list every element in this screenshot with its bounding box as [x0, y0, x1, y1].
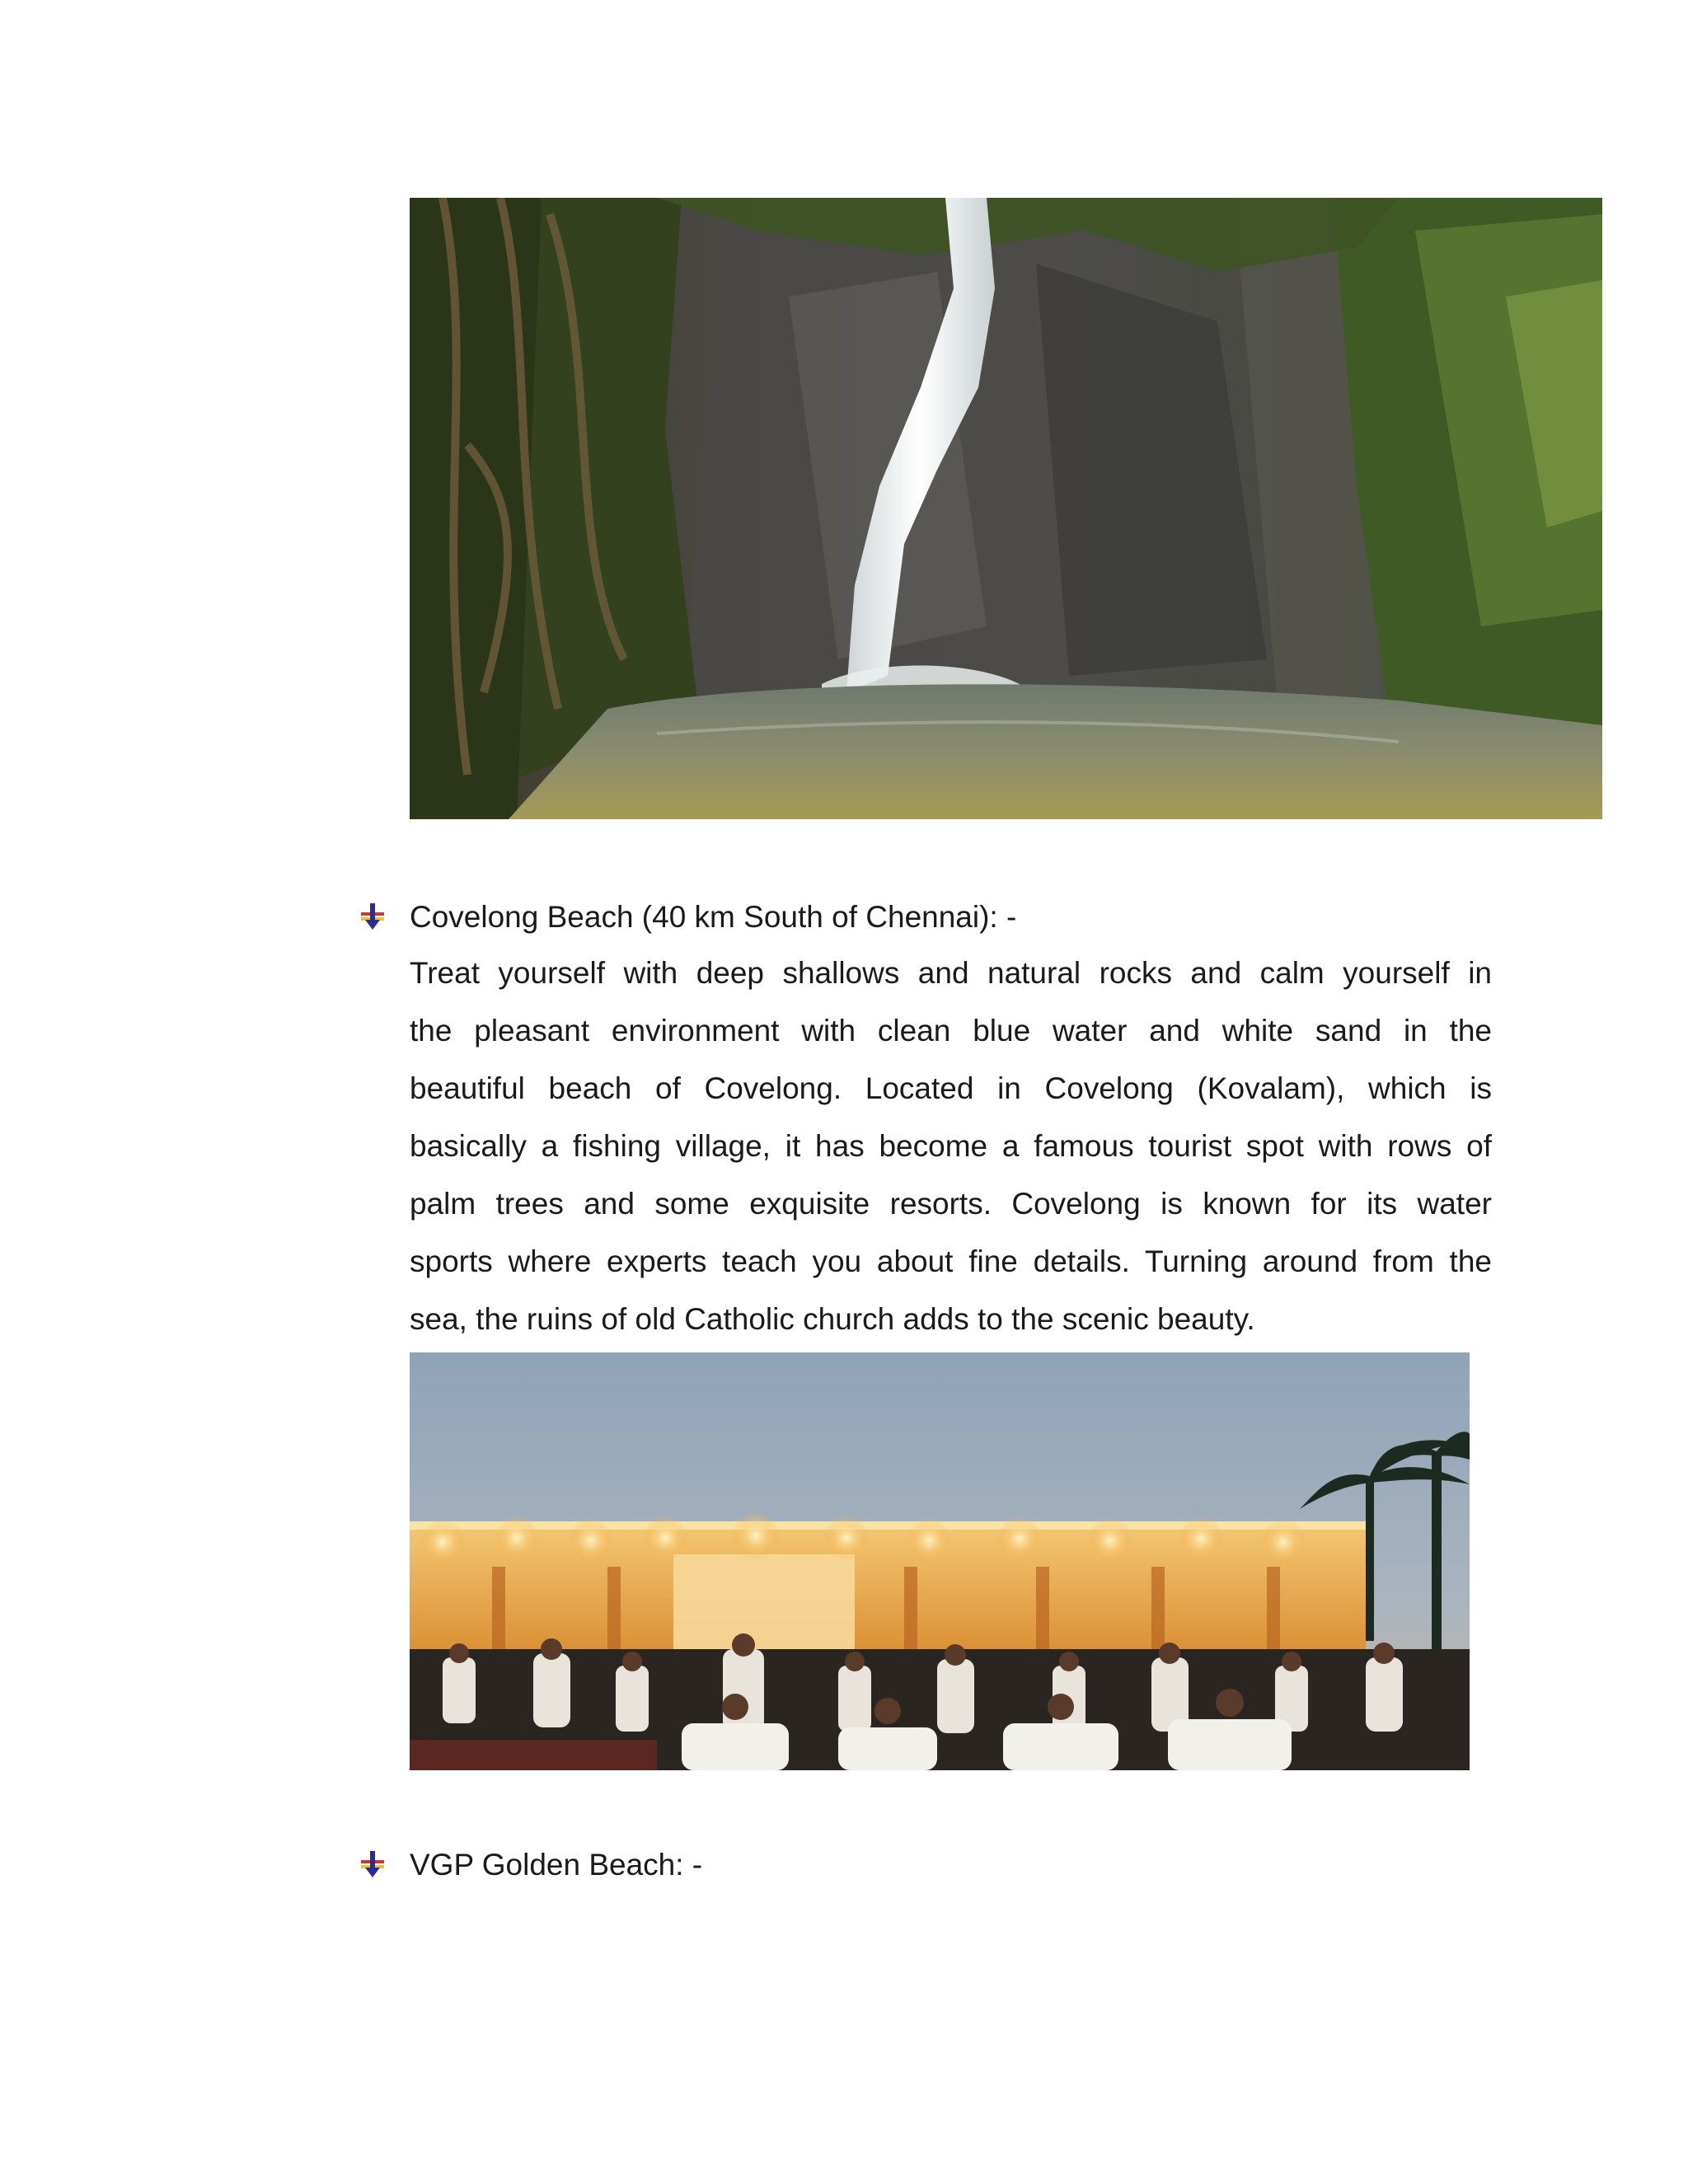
section-heading-covelong: Covelong Beach (40 km South of Chennai): -	[410, 900, 1017, 934]
section-heading-vgp-golden-beach: VGP Golden Beach: -	[410, 1848, 703, 1882]
illuminated-beach-event-photo	[410, 1352, 1470, 1770]
paragraph-line: Treat yourself with deep shallows and natural rocks and calm yourself in	[410, 956, 1492, 990]
waterfall-photo	[410, 198, 1602, 819]
paragraph-line: the pleasant environment with clean blue water and white sand in the	[410, 1014, 1492, 1047]
arrow-down-cross-bullet-icon	[358, 902, 387, 931]
arrow-down-cross-bullet-icon	[358, 1849, 387, 1879]
paragraph-line: palm trees and some exquisite resorts. Covelong is known for its water	[410, 1187, 1492, 1221]
paragraph-line: beautiful beach of Covelong. Located in Covelong (Kovalam), which is	[410, 1071, 1492, 1105]
paragraph-line: sea, the ruins of old Catholic church adds to the scenic beauty.	[410, 1302, 1255, 1336]
paragraph-line: basically a fishing village, it has become a famous tourist spot with rows of	[410, 1129, 1492, 1163]
covelong-description	[410, 944, 1492, 1348]
paragraph-line: sports where experts teach you about fine details. Turning around from the	[410, 1244, 1492, 1278]
